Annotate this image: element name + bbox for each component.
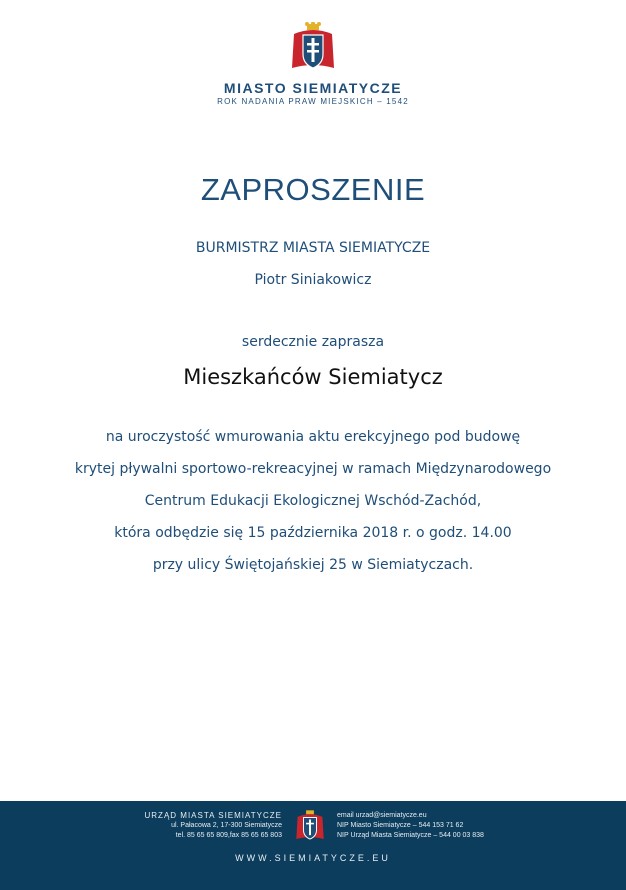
brand-name: MIASTO SIEMIATYCZE [223,80,403,96]
office-name: URZĄD MIASTA SIEMIATYCZE [144,811,282,820]
footer [0,801,626,890]
body-line: na uroczystość wmurowania aktu erekcyjnego pod budowę [105,429,521,445]
footer-nip-city: NIP Miasto Siemiatycze – 544 153 71 62 [337,822,464,829]
footer-coat-of-arms-icon [295,809,325,843]
footer-website-link[interactable]: WWW.SIEMIATYCZE.EU [235,853,391,863]
addressee: Mieszkańców Siemiatycz [183,365,443,389]
office-address: ul. Pałacowa 2, 17-300 Siemiatycze [171,822,282,829]
footer-contact [337,811,484,841]
host-name: Piotr Siniakowicz [254,272,372,288]
body-line: która odbędzie się 15 października 2018 r. o godz. 14.00 [114,525,512,541]
footer-nip-office: NIP Urząd Miasta Siemiatycze – 544 00 03 838 [337,832,484,839]
invitation-title: ZAPROSZENIE [200,172,426,207]
coat-of-arms-icon [290,22,336,74]
body-line: Centrum Edukacji Ekologicznej Wschód-Zachód, [144,493,482,509]
brand-subtitle: ROK NADANIA PRAW MIEJSKICH – 1542 [217,97,409,106]
body-line: krytej pływalni sportowo-rekreacyjnej w ramach Międzynarodowego [74,461,552,477]
logo [0,22,626,74]
footer-office [145,811,283,841]
body-line: przy ulicy Świętojańskiej 25 w Siemiatyczach. [152,557,474,573]
invites-text: serdecznie zaprasza [241,334,385,350]
footer-email[interactable]: email urzad@siemiatycze.eu [337,812,427,819]
office-phones: tel. 85 65 65 809,fax 85 65 65 803 [175,832,282,839]
host-title: BURMISTRZ MIASTA SIEMIATYCZE [195,240,431,256]
